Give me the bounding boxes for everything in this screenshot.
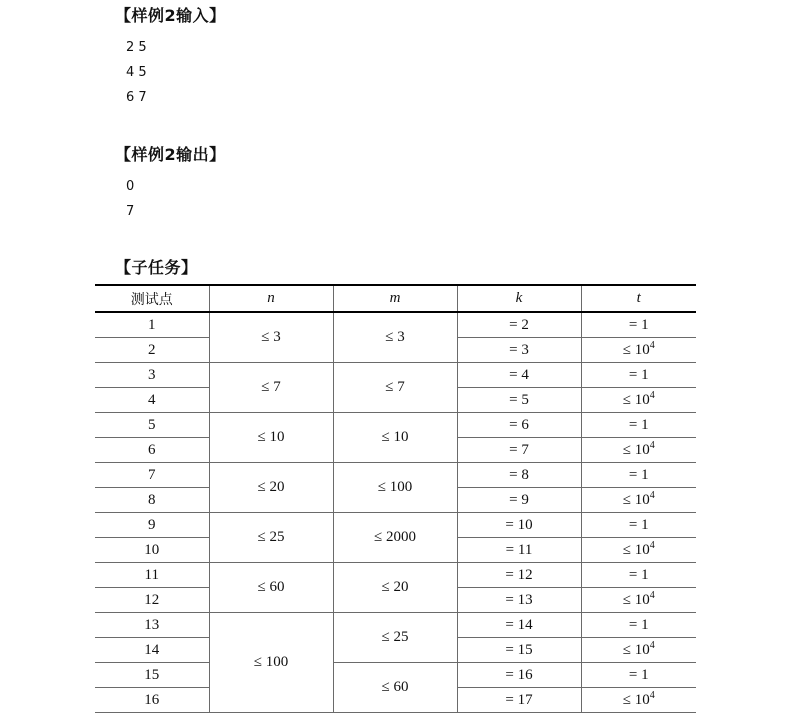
table-row (95, 312, 696, 338)
cell-k: = 7 (457, 438, 581, 463)
cell-t-exponent: 4 (649, 639, 655, 651)
cell-m: ≤ 20 (333, 563, 457, 613)
cell-t (581, 638, 696, 663)
cell-t-base: = 1 (628, 466, 649, 483)
cell-t-exponent: 4 (649, 539, 655, 551)
table-row (95, 663, 696, 688)
cell-k: = 3 (457, 338, 581, 363)
cell-k: = 13 (457, 588, 581, 613)
cell-k: = 5 (457, 388, 581, 413)
cell-t-base: = 1 (628, 616, 649, 633)
cell-testpoint: 1 (95, 312, 209, 338)
cell-n: ≤ 7 (209, 363, 333, 413)
table-row (95, 513, 696, 538)
column-header-k: k (457, 285, 581, 312)
table-row (95, 563, 696, 588)
cell-t-base: ≤ 10 (622, 441, 650, 458)
cell-t-exponent: 4 (649, 689, 655, 701)
sample2-output-line: 7 (126, 204, 135, 219)
cell-testpoint: 16 (95, 688, 209, 713)
cell-t (581, 663, 696, 688)
cell-n: ≤ 20 (209, 463, 333, 513)
sample2-output-heading: 【样例2输出】 (115, 145, 226, 164)
cell-t-exponent: 4 (649, 389, 655, 401)
cell-t-base: ≤ 10 (622, 641, 650, 658)
cell-k: = 12 (457, 563, 581, 588)
column-header-testpoint: 测试点 (95, 285, 209, 312)
cell-t (581, 588, 696, 613)
cell-testpoint: 3 (95, 363, 209, 388)
cell-testpoint: 5 (95, 413, 209, 438)
cell-k: = 10 (457, 513, 581, 538)
cell-t (581, 488, 696, 513)
cell-t (581, 363, 696, 388)
cell-t-exponent: 4 (649, 489, 655, 501)
cell-t (581, 438, 696, 463)
cell-t-base: ≤ 10 (622, 491, 650, 508)
cell-t-base: = 1 (628, 516, 649, 533)
cell-k: = 15 (457, 638, 581, 663)
cell-k: = 2 (457, 312, 581, 338)
cell-t-base: = 1 (628, 416, 649, 433)
cell-t-exponent: 4 (649, 589, 655, 601)
cell-k: = 8 (457, 463, 581, 488)
cell-n: ≤ 60 (209, 563, 333, 613)
cell-testpoint: 12 (95, 588, 209, 613)
cell-k: = 4 (457, 363, 581, 388)
sample2-input-line: 2 5 (126, 40, 147, 55)
cell-m: ≤ 7 (333, 363, 457, 413)
table-row (95, 613, 696, 638)
cell-t (581, 463, 696, 488)
cell-k: = 6 (457, 413, 581, 438)
cell-k: = 16 (457, 663, 581, 688)
cell-t (581, 312, 696, 338)
cell-k: = 9 (457, 488, 581, 513)
cell-m: ≤ 60 (333, 663, 457, 713)
column-header-m: m (333, 285, 457, 312)
cell-testpoint: 10 (95, 538, 209, 563)
cell-testpoint: 15 (95, 663, 209, 688)
cell-t (581, 688, 696, 713)
cell-t-base: = 1 (628, 366, 649, 383)
sample2-input-line: 4 5 (126, 65, 147, 80)
cell-t-base: ≤ 10 (622, 591, 650, 608)
cell-m: ≤ 3 (333, 312, 457, 363)
cell-m: ≤ 25 (333, 613, 457, 663)
cell-t (581, 388, 696, 413)
column-header-n: n (209, 285, 333, 312)
cell-n: ≤ 100 (209, 613, 333, 713)
cell-testpoint: 13 (95, 613, 209, 638)
table-row (95, 363, 696, 388)
table-row (95, 463, 696, 488)
cell-testpoint: 6 (95, 438, 209, 463)
cell-m: ≤ 2000 (333, 513, 457, 563)
sample2-input-heading: 【样例2输入】 (115, 6, 226, 25)
cell-t-base: ≤ 10 (622, 341, 650, 358)
cell-t (581, 563, 696, 588)
cell-t-base: = 1 (628, 666, 649, 683)
subtasks-table (95, 284, 696, 713)
cell-t (581, 338, 696, 363)
table-header-row (95, 285, 696, 312)
cell-k: = 14 (457, 613, 581, 638)
table-row (95, 413, 696, 438)
cell-testpoint: 7 (95, 463, 209, 488)
cell-t-exponent: 4 (649, 439, 655, 451)
cell-n: ≤ 10 (209, 413, 333, 463)
cell-m: ≤ 10 (333, 413, 457, 463)
cell-t (581, 513, 696, 538)
cell-testpoint: 2 (95, 338, 209, 363)
subtasks-heading: 【子任务】 (115, 258, 198, 277)
cell-m: ≤ 100 (333, 463, 457, 513)
cell-t (581, 538, 696, 563)
cell-testpoint: 4 (95, 388, 209, 413)
cell-t-exponent: 4 (649, 339, 655, 351)
cell-testpoint: 11 (95, 563, 209, 588)
cell-t-base: = 1 (628, 316, 649, 333)
cell-testpoint: 8 (95, 488, 209, 513)
cell-t-base: ≤ 10 (622, 541, 650, 558)
cell-t-base: ≤ 10 (622, 391, 650, 408)
sample2-output-line: 0 (126, 179, 135, 194)
cell-t (581, 413, 696, 438)
cell-testpoint: 9 (95, 513, 209, 538)
cell-k: = 11 (457, 538, 581, 563)
subtasks-table-body (95, 312, 696, 713)
cell-t-base: ≤ 10 (622, 691, 650, 708)
sample2-input-line: 6 7 (126, 90, 147, 105)
cell-n: ≤ 3 (209, 312, 333, 363)
cell-k: = 17 (457, 688, 581, 713)
cell-t-base: = 1 (628, 566, 649, 583)
cell-n: ≤ 25 (209, 513, 333, 563)
column-header-t: t (581, 285, 696, 312)
cell-t (581, 613, 696, 638)
cell-testpoint: 14 (95, 638, 209, 663)
